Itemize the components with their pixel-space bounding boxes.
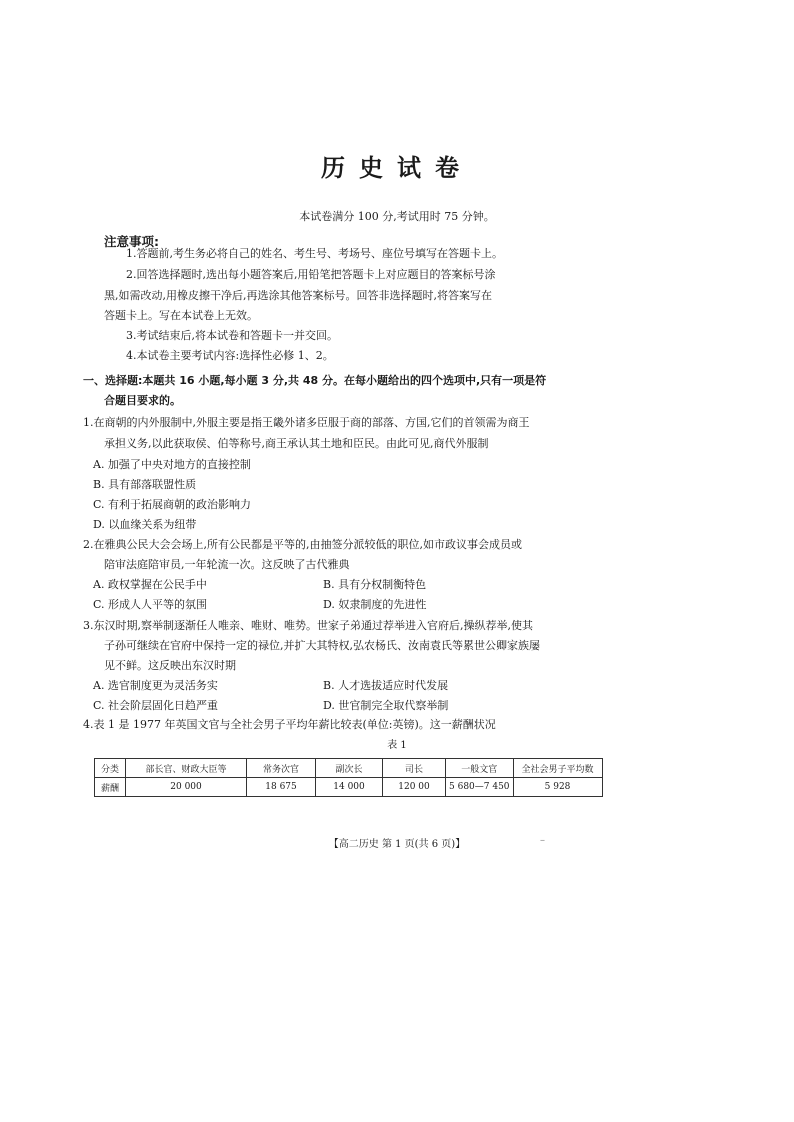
q1-option-b: B. 具有部落联盟性质 [93, 478, 197, 491]
table-cell: 18 675 [247, 778, 316, 797]
corner-mark: – [540, 835, 545, 846]
table-header-cell: 分类 [95, 759, 126, 778]
exam-title: 历史试卷 [321, 154, 473, 182]
table-header-cell: 部长官、财政大臣等 [126, 759, 247, 778]
notice-line-3: 黑,如需改动,用橡皮擦干净后,再选涂其他答案标号。回答非选择题时,将答案写在 [104, 289, 492, 302]
table-header-cell: 司长 [383, 759, 446, 778]
table-cell: 5 680—7 450 [446, 778, 514, 797]
notice-heading: 注意事项: [104, 234, 159, 249]
q2-option-a: A. 政权掌握在公民手中 [93, 578, 207, 591]
table-cell: 120 00 [383, 778, 446, 797]
exam-subtitle: 本试卷满分 100 分,考试用时 75 分钟。 [299, 210, 495, 223]
q2-option-d: D. 奴隶制度的先进性 [323, 598, 427, 611]
notice-line-6: 4.本试卷主要考试内容:选择性必修 1、2。 [126, 349, 334, 362]
notice-line-4: 答题卡上。写在本试卷上无效。 [104, 309, 258, 322]
notice-line-1: 1.答题前,考生务必将自己的姓名、考生号、考场号、座位号填写在答题卡上。 [126, 247, 503, 260]
q2-stem-line-2: 陪审法庭陪审员,一年轮流一次。这反映了古代雅典 [104, 558, 350, 571]
notice-line-2: 2.回答选择题时,选出每小题答案后,用铅笔把答题卡上对应题目的答案标号涂 [126, 268, 496, 281]
table-header-cell: 全社会男子平均数 [513, 759, 602, 778]
table-header-row [95, 759, 603, 778]
q1-option-a: A. 加强了中央对地方的直接控制 [93, 458, 251, 471]
notice-line-5: 3.考试结束后,将本试卷和答题卡一并交回。 [126, 329, 338, 342]
q3-option-c: C. 社会阶层固化日趋严重 [93, 699, 219, 712]
q2-option-b: B. 具有分权制衡特色 [323, 578, 427, 591]
table-header-cell: 常务次官 [247, 759, 316, 778]
q1-option-c: C. 有利于拓展商朝的政治影响力 [93, 498, 252, 511]
q1-option-d: D. 以血缘关系为纽带 [93, 518, 197, 531]
table-row [95, 778, 603, 797]
table-cell: 20 000 [126, 778, 247, 797]
salary-table [94, 758, 603, 797]
section-heading-line-2: 合题目要求的。 [104, 394, 181, 407]
q2-stem-line-1: 2.在雅典公民大会会场上,所有公民都是平等的,由抽签分派较低的职位,如市政议事会成员或 [83, 538, 522, 551]
q3-stem-line-3: 见不鲜。这反映出东汉时期 [104, 659, 236, 672]
q3-option-b: B. 人才选拔适应时代发展 [323, 679, 449, 692]
q1-stem-line-2: 承担义务,以此获取侯、伯等称号,商王承认其土地和臣民。由此可见,商代外服制 [104, 437, 489, 450]
table-cell: 14 000 [316, 778, 383, 797]
table-cell: 薪酬 [95, 778, 126, 797]
page-footer: 【高二历史 第 1 页(共 6 页)】 [328, 839, 466, 850]
q2-option-c: C. 形成人人平等的氛围 [93, 598, 208, 611]
q3-option-d: D. 世官制完全取代察举制 [323, 699, 449, 712]
table-header-cell: 一般文官 [446, 759, 514, 778]
q3-stem-line-1: 3.东汉时期,察举制逐渐任人唯亲、唯财、唯势。世家子弟通过荐举进入官府后,操纵荐举,使其 [83, 619, 533, 632]
section-heading-line-1: 一、选择题:本题共 16 小题,每小题 3 分,共 48 分。在每小题给出的四个选项中,只有一项是符 [83, 374, 547, 387]
q4-stem-line-1: 4.表 1 是 1977 年英国文官与全社会男子平均年薪比较表(单位:英镑)。这一薪酬状况 [83, 718, 496, 731]
table-header-cell: 副次长 [316, 759, 383, 778]
q3-stem-line-2: 子孙可继续在官府中保持一定的禄位,并扩大其特权,弘农杨氏、汝南袁氏等累世公卿家族屡 [104, 639, 540, 652]
table-cell: 5 928 [513, 778, 602, 797]
q3-option-a: A. 选官制度更为灵活务实 [93, 679, 218, 692]
q1-stem-line-1: 1.在商朝的内外服制中,外服主要是指王畿外诸多臣服于商的部落、方国,它们的首领需为商王 [83, 416, 530, 429]
table-caption: 表 1 [387, 740, 407, 751]
